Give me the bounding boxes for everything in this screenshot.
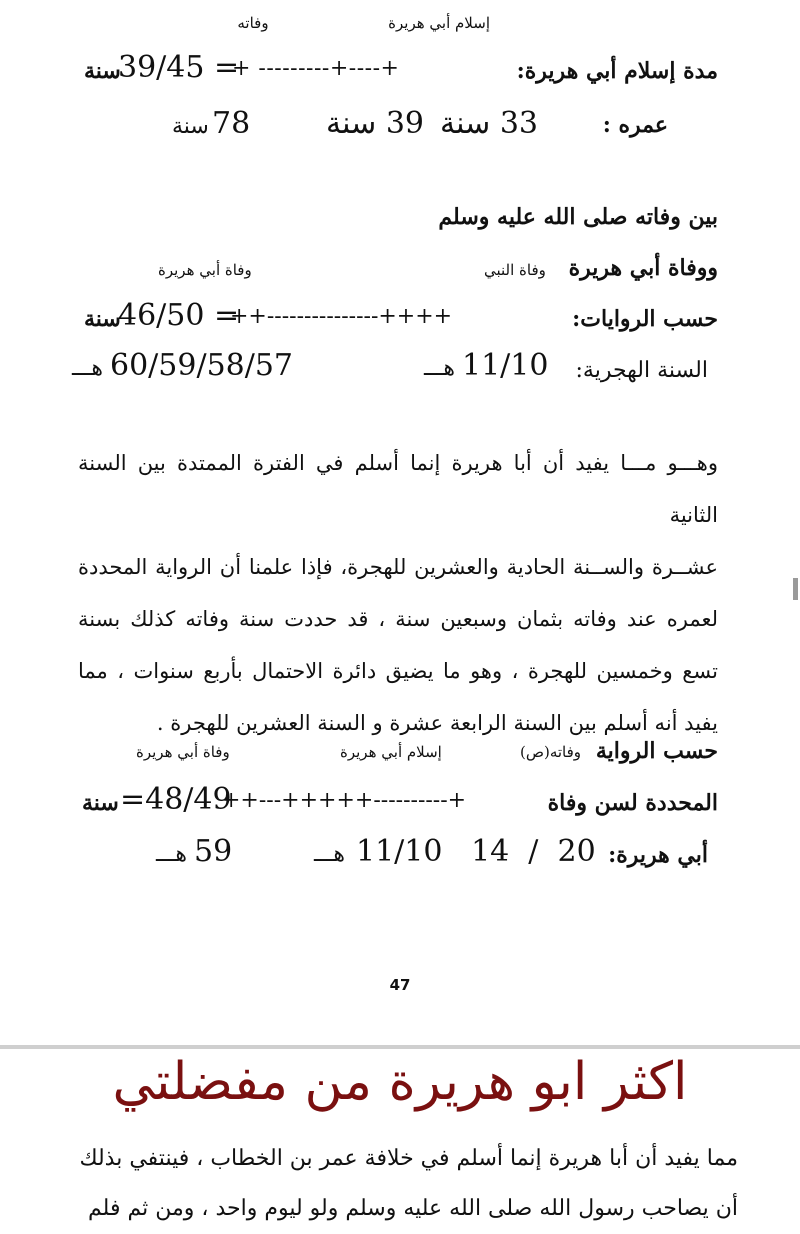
hijri-year-2-suffix: هـــ bbox=[72, 356, 103, 381]
label-prophet-death: وفاة النبي bbox=[484, 261, 546, 279]
age-value-1: 33 سنة bbox=[440, 106, 538, 141]
narrations-timeline: ++---------------++++ bbox=[230, 304, 453, 329]
narrations-value: 46/50 = bbox=[118, 298, 240, 333]
handwritten-annotation: اكثر ابو هريرة من مفضلتي bbox=[112, 1052, 688, 1112]
hijri-year-1-suffix: هـــ bbox=[424, 356, 455, 381]
next-page-line-2: أن يصاحب رسول الله صلى الله عليه وسلم ولو ليوم واحد ، ومن ثم فلم bbox=[88, 1196, 738, 1221]
label-islam-abu-hurayra: إسلام أبي هريرة bbox=[388, 14, 490, 32]
age-unit-3: سنة bbox=[172, 114, 209, 139]
years-sequence: 11/10 14 / 20 bbox=[356, 834, 596, 869]
label-death: وفاته bbox=[237, 14, 269, 32]
narrations-label: حسب الروايات: bbox=[572, 306, 718, 332]
hijri-year-2: 60/59/58/57 bbox=[110, 348, 294, 383]
label-prophet-death-p: وفاته(ص) bbox=[520, 743, 582, 761]
age-label: عمره : bbox=[602, 112, 668, 138]
page-number: 47 bbox=[389, 976, 411, 994]
end-year-suffix: هـــ bbox=[156, 842, 187, 867]
label-abu-death: وفاة أبي هريرة bbox=[158, 261, 252, 279]
duration-unit: سنة bbox=[84, 58, 121, 84]
paragraph-line: تسع وخمسين للهجرة ، وهو ما يضيق دائرة الاحتمال بأربع سنوات ، مما bbox=[78, 659, 718, 683]
paragraph-line: لعمره عند وفاته بثمان وسبعين سنة ، قد حددت سنة وفاته كذلك بسنة bbox=[78, 607, 718, 631]
hijri-year-1: 11/10 bbox=[462, 348, 549, 383]
hijri-label: السنة الهجرية: bbox=[575, 358, 708, 383]
duration-timeline: + ---------+----+ bbox=[232, 56, 400, 81]
paragraph-line: وهـــو مـــا يفيد أن أبا هريرة إنما أسلم في الفترة الممتدة بين السنة الثانية bbox=[78, 451, 718, 527]
specific-unit: سنة bbox=[82, 790, 119, 816]
age-value-3: 78 bbox=[212, 106, 251, 141]
label-islam-abu: إسلام أبي هريرة bbox=[340, 743, 442, 761]
end-year: 59 bbox=[194, 834, 233, 869]
paragraph-line: يفيد أنه أسلم بين السنة الرابعة عشرة و السنة العشرين للهجرة . bbox=[156, 711, 718, 735]
narration-label: حسب الرواية bbox=[595, 738, 718, 764]
abu-label: أبي هريرة: bbox=[608, 842, 708, 868]
section-heading-2: ووفاة أبي هريرة bbox=[568, 255, 718, 281]
age-value-2: 39 سنة bbox=[326, 106, 424, 141]
duration-label: مدة إسلام أبي هريرة: bbox=[516, 58, 718, 84]
specific-label: المحددة لسن وفاة bbox=[547, 790, 718, 816]
next-page-line-1: مما يفيد أن أبا هريرة إنما أسلم في خلافة عمر بن الخطاب ، فينتفي بذلك bbox=[79, 1146, 738, 1171]
duration-value: 39/45 = bbox=[118, 50, 240, 85]
label-abu-death-2: وفاة أبي هريرة bbox=[136, 743, 230, 761]
specific-value: =48/49 bbox=[120, 782, 232, 817]
section-heading-1: بين وفاته صلى الله عليه وسلم bbox=[438, 204, 718, 230]
years-suffix: هـــ bbox=[314, 842, 345, 867]
body-paragraph bbox=[78, 437, 718, 749]
scrollbar-thumb[interactable] bbox=[793, 578, 798, 600]
narrations-unit: سنة bbox=[84, 306, 121, 332]
specific-timeline: ++---+++++----------+ bbox=[222, 788, 467, 813]
paragraph-line: عشــرة والســنة الحادية والعشرين للهجرة، فإذا علمنا أن الرواية المحددة bbox=[78, 555, 718, 579]
